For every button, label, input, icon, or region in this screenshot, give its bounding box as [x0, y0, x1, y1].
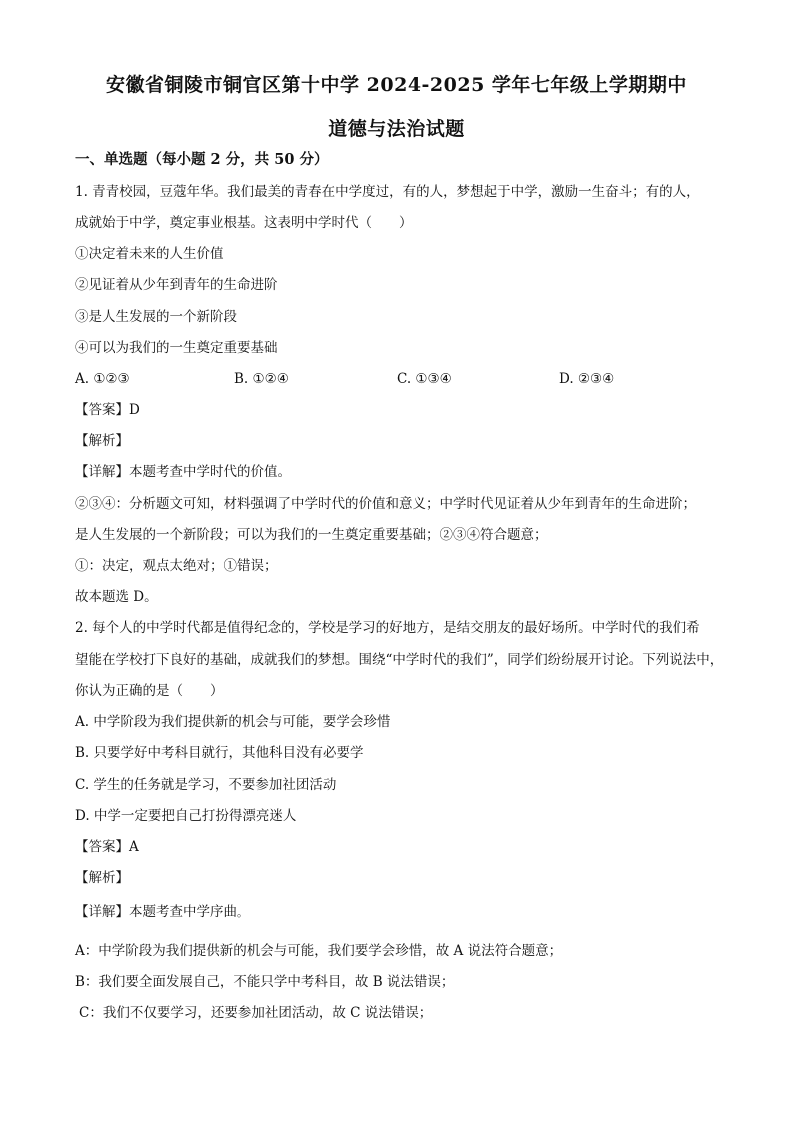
document-title-line2: 道德与法治试题	[328, 118, 465, 140]
q1-option-b: B. ①②④	[234, 371, 289, 387]
q2-analysis-label: 【解析】	[75, 870, 129, 886]
q1-option-a: A. ①②③	[75, 371, 130, 387]
q2-explain-line2: B：我们要全面发展自己，不能只学中考科目，故 B 说法错误；	[75, 974, 455, 990]
q2-option-b: B. 只要学好中考科目就行，其他科目没有必要学	[75, 745, 364, 761]
q2-detail	[75, 903, 248, 922]
q2-detail-mark: 。	[237, 906, 248, 919]
q1-option-d: D. ②③④	[559, 371, 615, 387]
q2-explain-line3: C：我们不仅要学习，还要参加社团活动，故 C 说法错误；	[79, 1005, 433, 1021]
q1-analysis-label: 【解析】	[75, 433, 129, 449]
q2-option-a: A. 中学阶段为我们提供新的机会与可能，要学会珍惜	[75, 714, 391, 730]
q1-stem-line1: 1. 青青校园，豆蔻年华。我们最美的青春在中学度过，有的人，梦想起于中学，激励一生奋斗；有的人，	[75, 184, 700, 200]
q2-stem-line2: 望能在学校打下良好的基础，成就我们的梦想。围绕“中学时代的我们”，同学们纷纷展开讨论。下列说法中，	[75, 652, 724, 668]
q1-item-1: ①决定着未来的人生价值	[75, 246, 224, 262]
q1-item-2: ②见证着从少年到青年的生命进阶	[75, 277, 278, 293]
q2-option-c: C. 学生的任务就是学习，不要参加社团活动	[75, 777, 337, 793]
q2-stem-line1: 2. 每个人的中学时代都是值得纪念的，学校是学习的好地方，是结交朋友的最好场所。中学时代的我们希	[75, 620, 700, 636]
q2-detail-text: 【详解】本题考查中学序曲	[75, 904, 237, 920]
q1-answer: 【答案】D	[75, 402, 140, 418]
q2-stem-line3: 你认为正确的是（ ）	[75, 683, 224, 699]
q1-option-c: C. ①③④	[397, 371, 452, 387]
q1-explain-line3: ①：决定，观点太绝对；①错误；	[75, 558, 278, 574]
q2-answer: 【答案】A	[75, 839, 139, 855]
q1-conclusion: 故本题选 D。	[75, 589, 158, 605]
q1-explain-line2: 是人生发展的一个新阶段；可以为我们的一生奠定重要基础；②③④符合题意；	[75, 527, 548, 543]
q2-option-d: D. 中学一定要把自己打扮得漂亮迷人	[75, 808, 297, 824]
q1-detail: 【详解】本题考查中学时代的价值。	[75, 464, 291, 480]
q1-explain-line1: ②③④：分析题文可知，材料强调了中学时代的价值和意义；中学时代见证着从少年到青年的生命进阶；	[75, 496, 696, 512]
document-title-line1: 安徽省铜陵市铜官区第十中学 2024-2025 学年七年级上学期期中	[106, 74, 687, 96]
q1-stem-line2: 成就始于中学，奠定事业根基。这表明中学时代（ ）	[75, 215, 413, 231]
q1-item-3: ③是人生发展的一个新阶段	[75, 309, 237, 325]
section-heading: 一、单选题（每小题 2 分，共 50 分）	[75, 151, 329, 168]
q1-item-4: ④可以为我们的一生奠定重要基础	[75, 340, 278, 356]
q2-explain-line1: A：中学阶段为我们提供新的机会与可能，我们要学会珍惜，故 A 说法符合题意；	[75, 943, 563, 959]
